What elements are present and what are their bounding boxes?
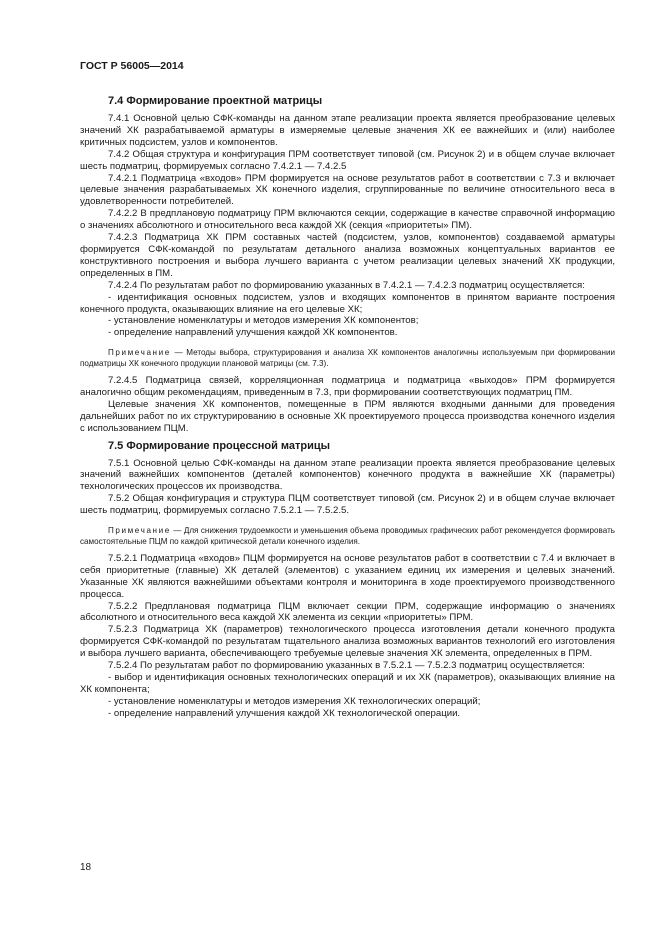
list-item: - установление номенклатуры и методов измерения ХК технологических операций; bbox=[108, 695, 481, 707]
list-item: - выбор и идентификация основных технологических операций и их ХК (параметров), оказывающих влияние на ХК компонента; bbox=[80, 671, 615, 695]
note-label: Примечание bbox=[108, 348, 171, 358]
paragraph: 7.4.2.4 По результатам работ по формированию указанных в 7.4.2.1 — 7.4.2.3 подматриц осуществляется: bbox=[108, 279, 585, 291]
list-item: - определение направлений улучшения каждой ХК технологической операции. bbox=[108, 707, 461, 719]
paragraph: Целевые значения ХК компонентов, помещенные в ПРМ являются входными данными для проведения дальнейших работ по их структурированию в основные ХК проектируемого процесса производства конечного изделия с использованием ПЦМ. bbox=[80, 398, 615, 434]
list-item: - идентификация основных подсистем, узлов и входящих компонентов в принятом варианте построения конечного продукта, оказывающих влияние на его целевые ХК; bbox=[80, 291, 615, 315]
list-item: - установление номенклатуры и методов измерения ХК компонентов; bbox=[108, 315, 419, 327]
page-content bbox=[80, 94, 615, 720]
paragraph: 7.2.4.5 Подматрица связей, корреляционная подматрица и подматрица «выходов» ПРМ формируется аналогично общим рекомендациям, приведенным в 7.3, при формировании соответствующих подматриц ПМ. bbox=[80, 375, 615, 398]
page-number: 18 bbox=[80, 862, 92, 873]
paragraph: 7.4.2.1 Подматрица «входов» ПРМ формируется на основе результатов работ в соответствии с 7.3 и включает целевые значения разрабатываемых ХК конечного изделия, сгруппированные по величине относительного веса в удовлетворенности потребителей. bbox=[80, 172, 615, 208]
note bbox=[80, 348, 615, 369]
section-heading-7-5: 7.5 Формирование процессной матрицы bbox=[108, 439, 331, 452]
section-heading-7-4: 7.4 Формирование проектной матрицы bbox=[108, 95, 323, 107]
note bbox=[80, 526, 615, 547]
paragraph: 7.5.2.1 Подматрица «входов» ПЦМ формируется на основе результатов работ в соответствии с 7.4 и включает в себя приоритетные (главные) ХК деталей (элементов) с указанием единиц их измерения и целевых значений. Указанные ХК являются важнейшими объектами контроля и мониторинга в ходе проектируемого производственного процесса. bbox=[80, 552, 615, 600]
note-label: Примечание bbox=[108, 526, 171, 536]
paragraph: 7.5.1 Основной целью СФК-команды на данном этапе реализации проекта является преобразование целевых значений важнейших компонентов (деталей компонентов) конечного продукта в важнейшие ХК (параметры) технологических процессов их производства. bbox=[80, 457, 615, 493]
paragraph: 7.4.2 Общая структура и конфигурация ПРМ соответствует типовой (см. Рисунок 2) и в общем случае включает шесть подматриц, формируемых согласно 7.4.2.1 — 7.4.2.5 bbox=[80, 148, 615, 172]
paragraph: 7.4.2.2 В предплановую подматрицу ПРМ включаются секции, содержащие в качестве справочной информацию о значениях абсолютного и относительного веса каждой ХК (секция «приоритеты» ПМ). bbox=[80, 208, 615, 232]
paragraph: 7.5.2.3 Подматрица ХК (параметров) технологического процесса изготовления детали конечного продукта формируется СФК-командой по результатам тщательного анализа возможных вариантов технологий его изготовления и выбора лучшего варианта, обеспечивающего требуемые целевые значения ХК элемента, определенных в ПРМ. bbox=[80, 624, 615, 660]
paragraph: 7.4.2.3 Подматрица ХК ПРМ составных частей (подсистем, узлов, компонентов) создаваемой арматуры формируется СФК-командой по результатам детального анализа возможных концептуальных вариантов ее конструктивного построения и выбора лучшего варианта с учетом реализации целевых значений ХК продукции, определенных в ПМ. bbox=[80, 232, 615, 279]
standard-designation: ГОСТ Р 56005—2014 bbox=[80, 60, 184, 72]
paragraph: 7.5.2.2 Предплановая подматрица ПЦМ включает секции ПРМ, содержащие информацию о значениях абсолютного и относительного веса каждой ХК элемента из секции «приоритеты» ПРМ. bbox=[80, 600, 615, 624]
paragraph: 7.4.1 Основной целью СФК-команды на данном этапе реализации проекта является преобразование целевых значений ХК разрабатываемой арматуры в измеряемые целевые значения ХК ее важнейших и (или) наиболее критичных подсистем, узлов и компонентов. bbox=[80, 113, 615, 148]
list-item: - определение направлений улучшения каждой ХК компонентов. bbox=[108, 327, 398, 339]
note-text: — Для снижения трудоемкости и уменьшения объема проводимых графических работ рекомендуется формировать самостоятельные ПЦМ по каждой критической детали конечного изделия. bbox=[80, 526, 615, 546]
note-text: — Методы выбора, структурирования и анализа ХК компонентов аналогичны используемым при формировании подматрицы ХК конечного продукции плановой матрицы (см. 7.3). bbox=[80, 348, 615, 368]
paragraph: 7.5.2.4 По результатам работ по формированию указанных в 7.5.2.1 — 7.5.2.3 подматриц осуществляется: bbox=[108, 660, 585, 672]
paragraph: 7.5.2 Общая конфигурация и структура ПЦМ соответствует типовой (см. Рисунок 2) и в общем случае включает шесть подматриц, формируемых согласно 7.5.2.1 — 7.5.2.5. bbox=[80, 493, 615, 517]
